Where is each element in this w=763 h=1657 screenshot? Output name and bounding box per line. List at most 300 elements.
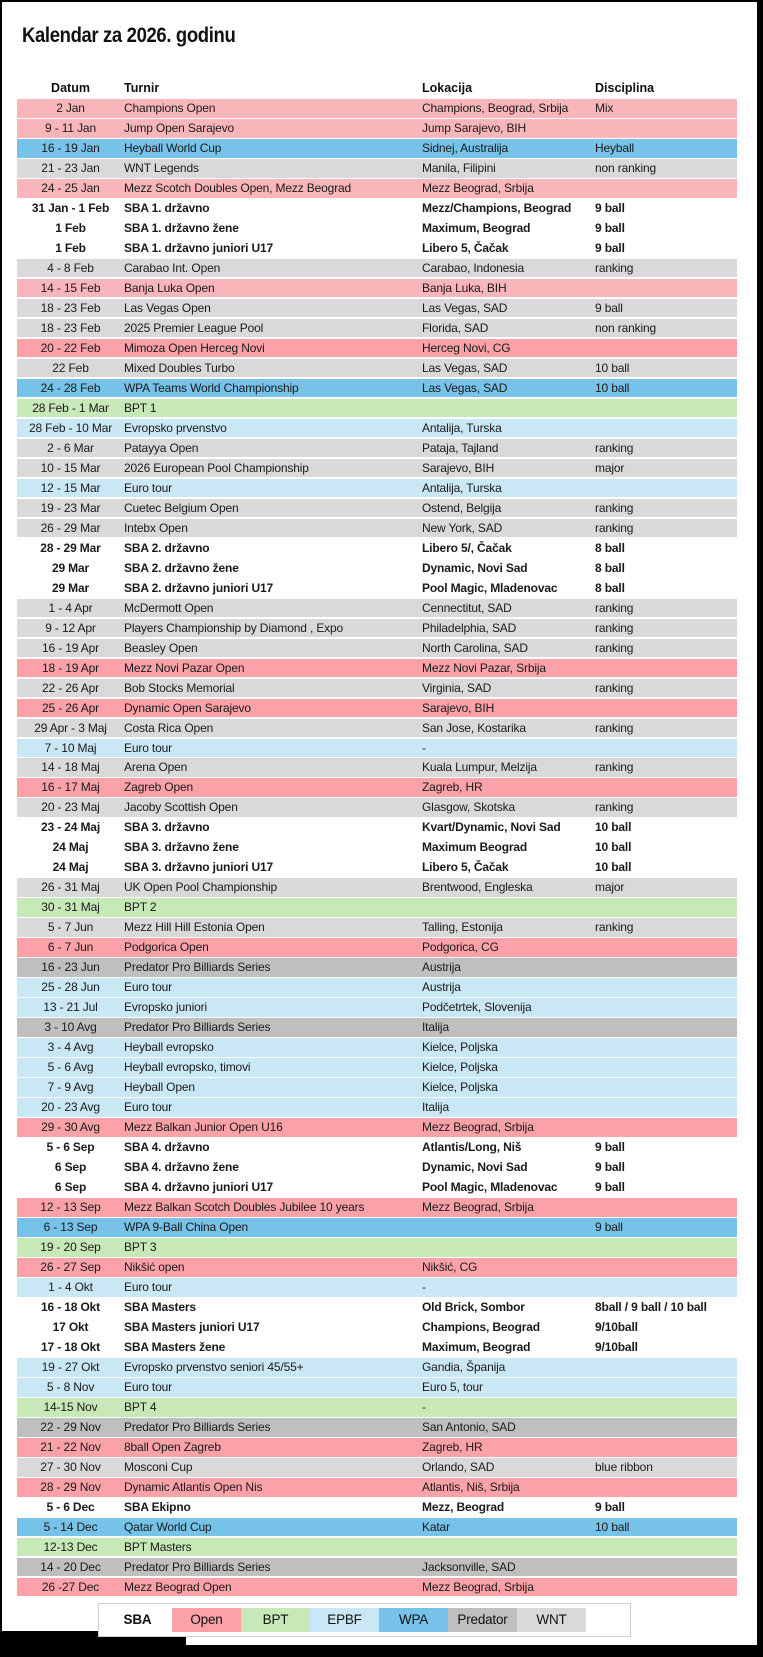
cell-lokacija: Maximum, Beograd: [422, 220, 531, 235]
cell-lokacija: Pool Magic, Mladenovac: [422, 1180, 558, 1195]
cell-datum: 22 Feb: [52, 360, 89, 375]
cell-disciplina: 9 ball: [595, 300, 623, 315]
cell-lokacija: Mezz Beograd, Srbija: [422, 1579, 534, 1594]
legend-item-bpt: BPT: [241, 1608, 310, 1632]
cell-datum: 16 - 19 Jan: [41, 140, 100, 155]
cell-datum: 5 - 6 Avg: [47, 1060, 94, 1075]
cell-disciplina: [595, 1418, 737, 1437]
cell-lokacija: Kielce, Poljska: [422, 1060, 498, 1075]
cell-datum: 24 Maj: [52, 860, 89, 875]
cell-disciplina: 8ball / 9 ball / 10 ball: [595, 1300, 707, 1315]
cell-datum: 20 - 23 Avg: [41, 1100, 100, 1115]
table-row: [17, 858, 737, 877]
cell-datum: 19 - 27 Okt: [41, 1360, 100, 1375]
cell-lokacija: Talling, Estonija: [422, 920, 503, 935]
cell-turnir: Heyball World Cup: [124, 140, 222, 155]
cell-turnir: Zagreb Open: [124, 780, 194, 795]
cell-lokacija: Pool Magic, Mladenovac: [422, 580, 558, 595]
cell-turnir: SBA 4. državno juniori U17: [124, 1180, 274, 1195]
cell-datum: 6 Sep: [54, 1180, 87, 1195]
cell-lokacija: Podgorica, CG: [422, 940, 499, 955]
cell-lokacija: Katar: [422, 1519, 450, 1534]
cell-disciplina: [595, 1358, 737, 1377]
cell-turnir: Arena Open: [124, 760, 188, 775]
table-row: [17, 898, 737, 917]
cell-datum: 9 - 11 Jan: [45, 120, 96, 135]
table-row: [17, 459, 737, 478]
cell-disciplina: 9 ball: [595, 1160, 625, 1175]
cell-datum: 12-13 Dec: [43, 1539, 98, 1554]
cell-datum: 20 - 23 Maj: [41, 800, 100, 815]
cell-datum: 6 - 13 Sep: [43, 1220, 98, 1235]
cell-datum: 6 - 7 Jun: [47, 940, 94, 955]
cell-lokacija: Mezz Beograd, Srbija: [422, 1120, 534, 1135]
table-row: [17, 1498, 737, 1517]
cell-lokacija: [422, 1238, 595, 1257]
cell-disciplina: [595, 1398, 737, 1417]
table-row: [17, 479, 737, 498]
cell-datum: 4 - 8 Feb: [47, 260, 94, 275]
cell-disciplina: [595, 399, 737, 418]
cell-lokacija: Banja Luka, BIH: [422, 280, 507, 295]
cell-turnir: Qatar World Cup: [124, 1519, 212, 1534]
table-row: [17, 1038, 737, 1057]
cell-datum: 24 Maj: [52, 840, 89, 855]
cell-lokacija: Nikšić, CG: [422, 1260, 478, 1275]
cell-disciplina: 8 ball: [595, 580, 625, 595]
legend-item-sba: SBA: [103, 1608, 172, 1632]
cell-lokacija: Glasgow, Skotska: [422, 800, 515, 815]
table-row: [17, 1078, 737, 1097]
cell-lokacija: Kuala Lumpur, Melzija: [422, 760, 537, 775]
cell-turnir: SBA 3. državno žene: [124, 840, 239, 855]
cell-disciplina: ranking: [595, 680, 634, 695]
cell-lokacija: Austrija: [422, 960, 461, 975]
cell-lokacija: [422, 399, 595, 418]
legend-items: [103, 1608, 586, 1632]
cell-datum: 5 - 14 Dec: [43, 1519, 98, 1534]
cell-datum: 14 - 20 Dec: [40, 1559, 101, 1574]
table-row: [17, 739, 737, 758]
cell-datum: 17 Okt: [52, 1320, 89, 1335]
table-row: [17, 1178, 737, 1197]
cell-lokacija: Kielce, Poljska: [422, 1040, 498, 1055]
table-row: [17, 519, 737, 538]
cell-lokacija: Sarajevo, BIH: [422, 700, 495, 715]
cell-turnir: SBA 4. državno: [124, 1140, 210, 1155]
cell-lokacija: [422, 1538, 595, 1557]
cell-turnir: Jacoby Scottish Open: [124, 800, 238, 815]
table-row: [17, 1418, 737, 1437]
cell-lokacija: Philadelphia, SAD: [422, 620, 517, 635]
cell-datum: 19 - 23 Mar: [40, 500, 101, 515]
cell-disciplina: ranking: [595, 760, 634, 775]
table-row: [17, 838, 737, 857]
cell-datum: 18 - 23 Feb: [40, 320, 101, 335]
cell-turnir: Costa Rica Open: [124, 720, 214, 735]
cell-lokacija: Las Vegas, SAD: [422, 300, 508, 315]
cell-turnir: Dynamic Atlantis Open Nis: [124, 1479, 263, 1494]
cell-turnir: SBA 2. državno: [124, 540, 210, 555]
cell-datum: 5 - 7 Jun: [47, 920, 94, 935]
table-row: [17, 1398, 737, 1417]
cell-disciplina: 9 ball: [595, 1180, 625, 1195]
cell-lokacija: San Jose, Kostarika: [422, 720, 526, 735]
cell-turnir: Evropsko juniori: [124, 1000, 207, 1015]
table-row: [17, 179, 737, 198]
table-row: [17, 1338, 737, 1357]
cell-turnir: Banja Luka Open: [124, 280, 215, 295]
table-row: [17, 559, 737, 578]
cell-disciplina: non ranking: [595, 160, 657, 175]
cell-lokacija: Dynamic, Novi Sad: [422, 1160, 528, 1175]
cell-datum: 18 - 23 Feb: [40, 300, 101, 315]
table-row: [17, 798, 737, 817]
table-row: [17, 319, 737, 338]
cell-turnir: Euro tour: [124, 980, 173, 995]
cell-datum: 29 Mar: [51, 560, 90, 575]
cell-datum: 3 - 10 Avg: [44, 1020, 97, 1035]
cell-lokacija: Florida, SAD: [422, 320, 489, 335]
cell-disciplina: 10 ball: [595, 1519, 630, 1534]
cell-datum: 29 - 30 Avg: [41, 1120, 100, 1135]
cell-disciplina: [595, 998, 737, 1017]
cell-turnir: Euro tour: [124, 1380, 173, 1394]
cell-turnir: Euro tour: [124, 1100, 173, 1115]
cell-datum: 12 - 15 Mar: [40, 480, 101, 495]
table-row: [17, 758, 737, 777]
cell-turnir: Mosconi Cup: [124, 1459, 193, 1474]
cell-datum: 12 - 13 Sep: [40, 1200, 101, 1215]
cell-lokacija: Antalija, Turska: [422, 480, 502, 495]
cell-disciplina: [595, 419, 737, 438]
cell-lokacija: Mezz Beograd, Srbija: [422, 180, 534, 195]
cell-datum: 24 - 25 Jan: [41, 180, 100, 195]
cell-datum: 26 - 27 Sep: [40, 1260, 101, 1275]
cell-turnir: Predator Pro Billiards Series: [124, 1419, 271, 1434]
cell-datum: 29 Apr - 3 Maj: [34, 720, 107, 735]
table-row: [17, 1138, 737, 1157]
cell-turnir: Podgorica Open: [124, 940, 209, 955]
cell-disciplina: 10 ball: [595, 820, 632, 835]
table-row: [17, 918, 737, 937]
table-row: [17, 1198, 737, 1217]
table-row: [17, 99, 737, 118]
cell-disciplina: [595, 1558, 737, 1577]
column-header-datum: Datum: [51, 81, 90, 95]
table-row: [17, 679, 737, 698]
cell-turnir: Heyball Open: [124, 1080, 195, 1095]
cell-turnir: SBA Ekipno: [124, 1499, 191, 1514]
table-row: [17, 1158, 737, 1177]
cell-datum: 21 - 22 Nov: [40, 1439, 101, 1454]
cell-lokacija: Maximum, Beograd: [422, 1340, 531, 1355]
cell-turnir: Beasley Open: [124, 640, 198, 655]
cell-lokacija: Sarajevo, BIH: [422, 460, 495, 475]
column-header-turnir: Turnir: [124, 81, 160, 95]
cell-datum: 9 - 12 Apr: [45, 620, 96, 635]
cell-datum: 16 - 18 Okt: [40, 1300, 101, 1315]
cell-disciplina: [595, 1258, 737, 1277]
cell-disciplina: [595, 1378, 737, 1397]
cell-turnir: Bob Stocks Memorial: [124, 680, 235, 695]
table-row: [17, 699, 737, 718]
cell-turnir: 2025 Premier League Pool: [124, 320, 264, 335]
cell-turnir: Euro tour: [124, 740, 173, 755]
table-row: [17, 239, 737, 258]
cell-lokacija: [422, 1218, 595, 1237]
cell-disciplina: blue ribbon: [595, 1459, 653, 1474]
cell-turnir: Heyball evropsko: [124, 1040, 214, 1055]
cell-lokacija: Mezz Beograd, Srbija: [422, 1200, 534, 1215]
cell-datum: 7 - 10 Maj: [44, 740, 97, 755]
cell-datum: 26 - 31 Maj: [41, 880, 100, 895]
cell-lokacija: Mezz Novi Pazar, Srbija: [422, 660, 546, 675]
cell-turnir: Patayya Open: [124, 440, 199, 455]
cell-lokacija: Euro 5, tour: [422, 1380, 483, 1394]
cell-turnir: Players Championship by Diamond , Expo: [124, 620, 344, 635]
cell-datum: 22 - 29 Nov: [40, 1419, 101, 1434]
cell-disciplina: [595, 1078, 737, 1097]
table-row: [17, 1098, 737, 1117]
cell-turnir: 8ball Open Zagreb: [124, 1439, 221, 1454]
table-row: [17, 1558, 737, 1577]
legend-item-predator: Predator: [448, 1608, 517, 1632]
cell-datum: 28 Feb - 1 Mar: [32, 400, 109, 415]
table-row: [17, 719, 737, 738]
cell-turnir: SBA 1. državno žene: [124, 220, 239, 235]
cell-datum: 23 - 24 Maj: [40, 820, 101, 835]
cell-disciplina: 9/10ball: [595, 1340, 638, 1355]
table-header: [17, 77, 737, 99]
table-row: [17, 659, 737, 678]
cell-datum: 2 - 6 Mar: [47, 440, 94, 455]
cell-lokacija: Austrija: [422, 980, 461, 995]
cell-datum: 1 Feb: [55, 240, 86, 255]
cell-datum: 5 - 6 Dec: [46, 1499, 95, 1514]
cell-turnir: Mezz Novi Pazar Open: [124, 660, 245, 675]
cell-disciplina: [595, 1278, 737, 1297]
table-row: [17, 878, 737, 897]
cell-disciplina: ranking: [595, 520, 634, 535]
cell-turnir: Mezz Hill Hill Estonia Open: [124, 920, 265, 935]
cell-disciplina: [595, 659, 737, 678]
cell-turnir: Evropsko prvenstvo: [124, 420, 227, 435]
cell-datum: 27 - 30 Nov: [40, 1459, 101, 1474]
cell-lokacija: Dynamic, Novi Sad: [422, 560, 528, 575]
cell-turnir: BPT 2: [124, 900, 157, 915]
cell-turnir: Mixed Doubles Turbo: [124, 360, 235, 375]
table-row: [17, 619, 737, 638]
table-row: [17, 1018, 737, 1037]
table-row: [17, 199, 737, 218]
cell-datum: 16 - 19 Apr: [41, 640, 100, 655]
table-row: [17, 1358, 737, 1377]
table-row: [17, 579, 737, 598]
cell-disciplina: Mix: [595, 101, 614, 115]
cell-datum: 29 Mar: [51, 580, 90, 595]
table-row: [17, 1278, 737, 1297]
cell-disciplina: ranking: [595, 720, 634, 735]
cell-disciplina: major: [595, 460, 625, 475]
cell-datum: 18 - 19 Apr: [41, 660, 100, 675]
cell-disciplina: [595, 279, 737, 298]
table-row: [17, 1238, 737, 1257]
cell-lokacija: San Antonio, SAD: [422, 1419, 516, 1434]
cell-turnir: SBA Masters juniori U17: [124, 1320, 260, 1335]
cell-datum: 5 - 6 Sep: [46, 1140, 95, 1155]
cell-disciplina: ranking: [595, 800, 634, 815]
table-row: [17, 119, 737, 138]
cell-lokacija: Gandia, Španija: [422, 1360, 506, 1375]
cell-lokacija: Libero 5/, Čačak: [422, 540, 512, 555]
cell-turnir: BPT Masters: [124, 1539, 192, 1554]
cell-disciplina: ranking: [595, 260, 634, 275]
table-row: [17, 778, 737, 797]
cell-lokacija: Las Vegas, SAD: [422, 380, 508, 395]
table-row: [17, 1298, 737, 1317]
cell-turnir: SBA 1. državno: [124, 200, 210, 215]
cell-disciplina: [595, 1198, 737, 1217]
cell-turnir: Mimoza Open Herceg Novi: [124, 340, 265, 355]
cell-disciplina: [595, 339, 737, 358]
cell-turnir: Carabao Int. Open: [124, 260, 221, 275]
cell-lokacija: Zagreb, HR: [422, 1439, 483, 1454]
table-row: [17, 639, 737, 658]
table-row: [17, 818, 737, 837]
cell-disciplina: [595, 938, 737, 957]
table-row: [17, 219, 737, 238]
cell-disciplina: 9 ball: [595, 240, 625, 255]
cell-disciplina: ranking: [595, 440, 634, 455]
cell-turnir: SBA 4. državno žene: [124, 1160, 239, 1175]
cell-lokacija: Carabao, Indonesia: [422, 260, 525, 275]
cell-datum: 28 - 29 Nov: [40, 1479, 101, 1494]
cell-disciplina: non ranking: [595, 320, 657, 335]
cell-disciplina: [595, 739, 737, 758]
table-row: [17, 539, 737, 558]
table-row: [17, 1478, 737, 1497]
cell-disciplina: 8 ball: [595, 560, 625, 575]
cell-lokacija: -: [422, 1399, 426, 1414]
cell-disciplina: ranking: [595, 600, 634, 615]
calendar-table: [17, 77, 737, 1598]
cell-turnir: Euro tour: [124, 480, 173, 495]
cell-datum: 13 - 21 Jul: [43, 1000, 98, 1015]
table-row: [17, 1578, 737, 1597]
cell-turnir: Predator Pro Billiards Series: [124, 960, 271, 975]
table-row: [17, 1058, 737, 1077]
cell-datum: 24 - 28 Feb: [40, 380, 101, 395]
cell-lokacija: Maximum Beograd: [422, 840, 528, 855]
table-row: [17, 599, 737, 618]
cell-lokacija: Cennectitut, SAD: [422, 600, 512, 615]
cell-disciplina: [595, 1098, 737, 1117]
column-header-lokacija: Lokacija: [422, 81, 473, 95]
cell-turnir: Evropsko prvenstvo seniori 45/55+: [124, 1360, 304, 1375]
table-row: [17, 159, 737, 178]
cell-turnir: Intebx Open: [124, 520, 188, 535]
cell-datum: 20 - 22 Feb: [40, 340, 101, 355]
cell-turnir: SBA 2. državno žene: [124, 560, 239, 575]
legend-item-wnt: WNT: [517, 1608, 586, 1632]
table-row: [17, 1538, 737, 1557]
cell-disciplina: [595, 1438, 737, 1457]
cell-disciplina: [595, 1038, 737, 1057]
cell-turnir: 2026 European Pool Championship: [124, 460, 309, 475]
rows-container: [17, 99, 737, 1596]
cell-turnir: Champions Open: [124, 101, 216, 115]
cell-lokacija: Italija: [422, 1100, 449, 1115]
cell-datum: 1 - 4 Apr: [48, 600, 93, 615]
page-title: Kalendar za 2026. godinu: [22, 24, 236, 47]
cell-turnir: McDermott Open: [124, 600, 214, 615]
cell-turnir: Jump Open Sarajevo: [124, 120, 235, 135]
table-row: [17, 139, 737, 158]
cell-turnir: SBA Masters: [124, 1300, 196, 1315]
cell-turnir: UK Open Pool Championship: [124, 880, 278, 895]
cell-datum: 1 Feb: [55, 220, 86, 235]
cell-disciplina: 8 ball: [595, 540, 625, 555]
table-row: [17, 1218, 737, 1237]
cell-turnir: Mezz Balkan Scotch Doubles Jubilee 10 years: [124, 1200, 365, 1215]
cell-lokacija: New York, SAD: [422, 520, 503, 535]
table-row: [17, 419, 737, 438]
cell-lokacija: Podčetrtek, Slovenija: [422, 1000, 532, 1015]
cell-turnir: Mezz Beograd Open: [124, 1579, 232, 1594]
cell-lokacija: Antalija, Turska: [422, 420, 502, 435]
cell-datum: 2 Jan: [56, 101, 85, 115]
table-row: [17, 379, 737, 398]
cell-lokacija: Pataja, Tajland: [422, 440, 499, 455]
cell-lokacija: Mezz, Beograd: [422, 1499, 505, 1514]
table-row: [17, 299, 737, 318]
cell-disciplina: 9 ball: [595, 1140, 625, 1155]
cell-disciplina: [595, 119, 737, 138]
table-row: [17, 1518, 737, 1537]
cell-disciplina: [595, 898, 737, 917]
cell-disciplina: 10 ball: [595, 860, 632, 875]
cell-lokacija: -: [422, 1280, 426, 1295]
cell-disciplina: [595, 1538, 737, 1557]
cell-turnir: Las Vegas Open: [124, 300, 211, 315]
table-row: [17, 1438, 737, 1457]
cell-lokacija: Mezz/Champions, Beograd: [422, 200, 572, 215]
cell-disciplina: [595, 978, 737, 997]
cell-disciplina: [595, 1238, 737, 1257]
cell-lokacija: [422, 898, 595, 917]
cell-lokacija: Atlantis/Long, Niš: [422, 1140, 522, 1155]
cell-disciplina: [595, 778, 737, 797]
cell-turnir: Nikšić open: [124, 1260, 185, 1275]
table-row: [17, 978, 737, 997]
cell-datum: 28 Feb - 10 Mar: [28, 420, 113, 435]
cell-datum: 28 - 29 Mar: [40, 540, 101, 555]
cell-datum: 26 -27 Dec: [41, 1579, 100, 1594]
cell-datum: 3 - 4 Avg: [47, 1040, 94, 1055]
cell-datum: 19 - 20 Sep: [40, 1240, 101, 1255]
cell-lokacija: Champions, Beograd: [422, 1320, 540, 1335]
table-row: [17, 1118, 737, 1137]
table-row: [17, 359, 737, 378]
cell-lokacija: Champions, Beograd, Srbija: [422, 101, 569, 115]
cell-turnir: Heyball evropsko, timovi: [124, 1060, 251, 1075]
cell-lokacija: Libero 5, Čačak: [422, 240, 509, 255]
cell-turnir: WPA Teams World Championship: [124, 380, 299, 395]
cell-turnir: WPA 9-Ball China Open: [124, 1220, 249, 1235]
cell-lokacija: Las Vegas, SAD: [422, 360, 508, 375]
legend-item-epbf: EPBF: [310, 1608, 379, 1632]
